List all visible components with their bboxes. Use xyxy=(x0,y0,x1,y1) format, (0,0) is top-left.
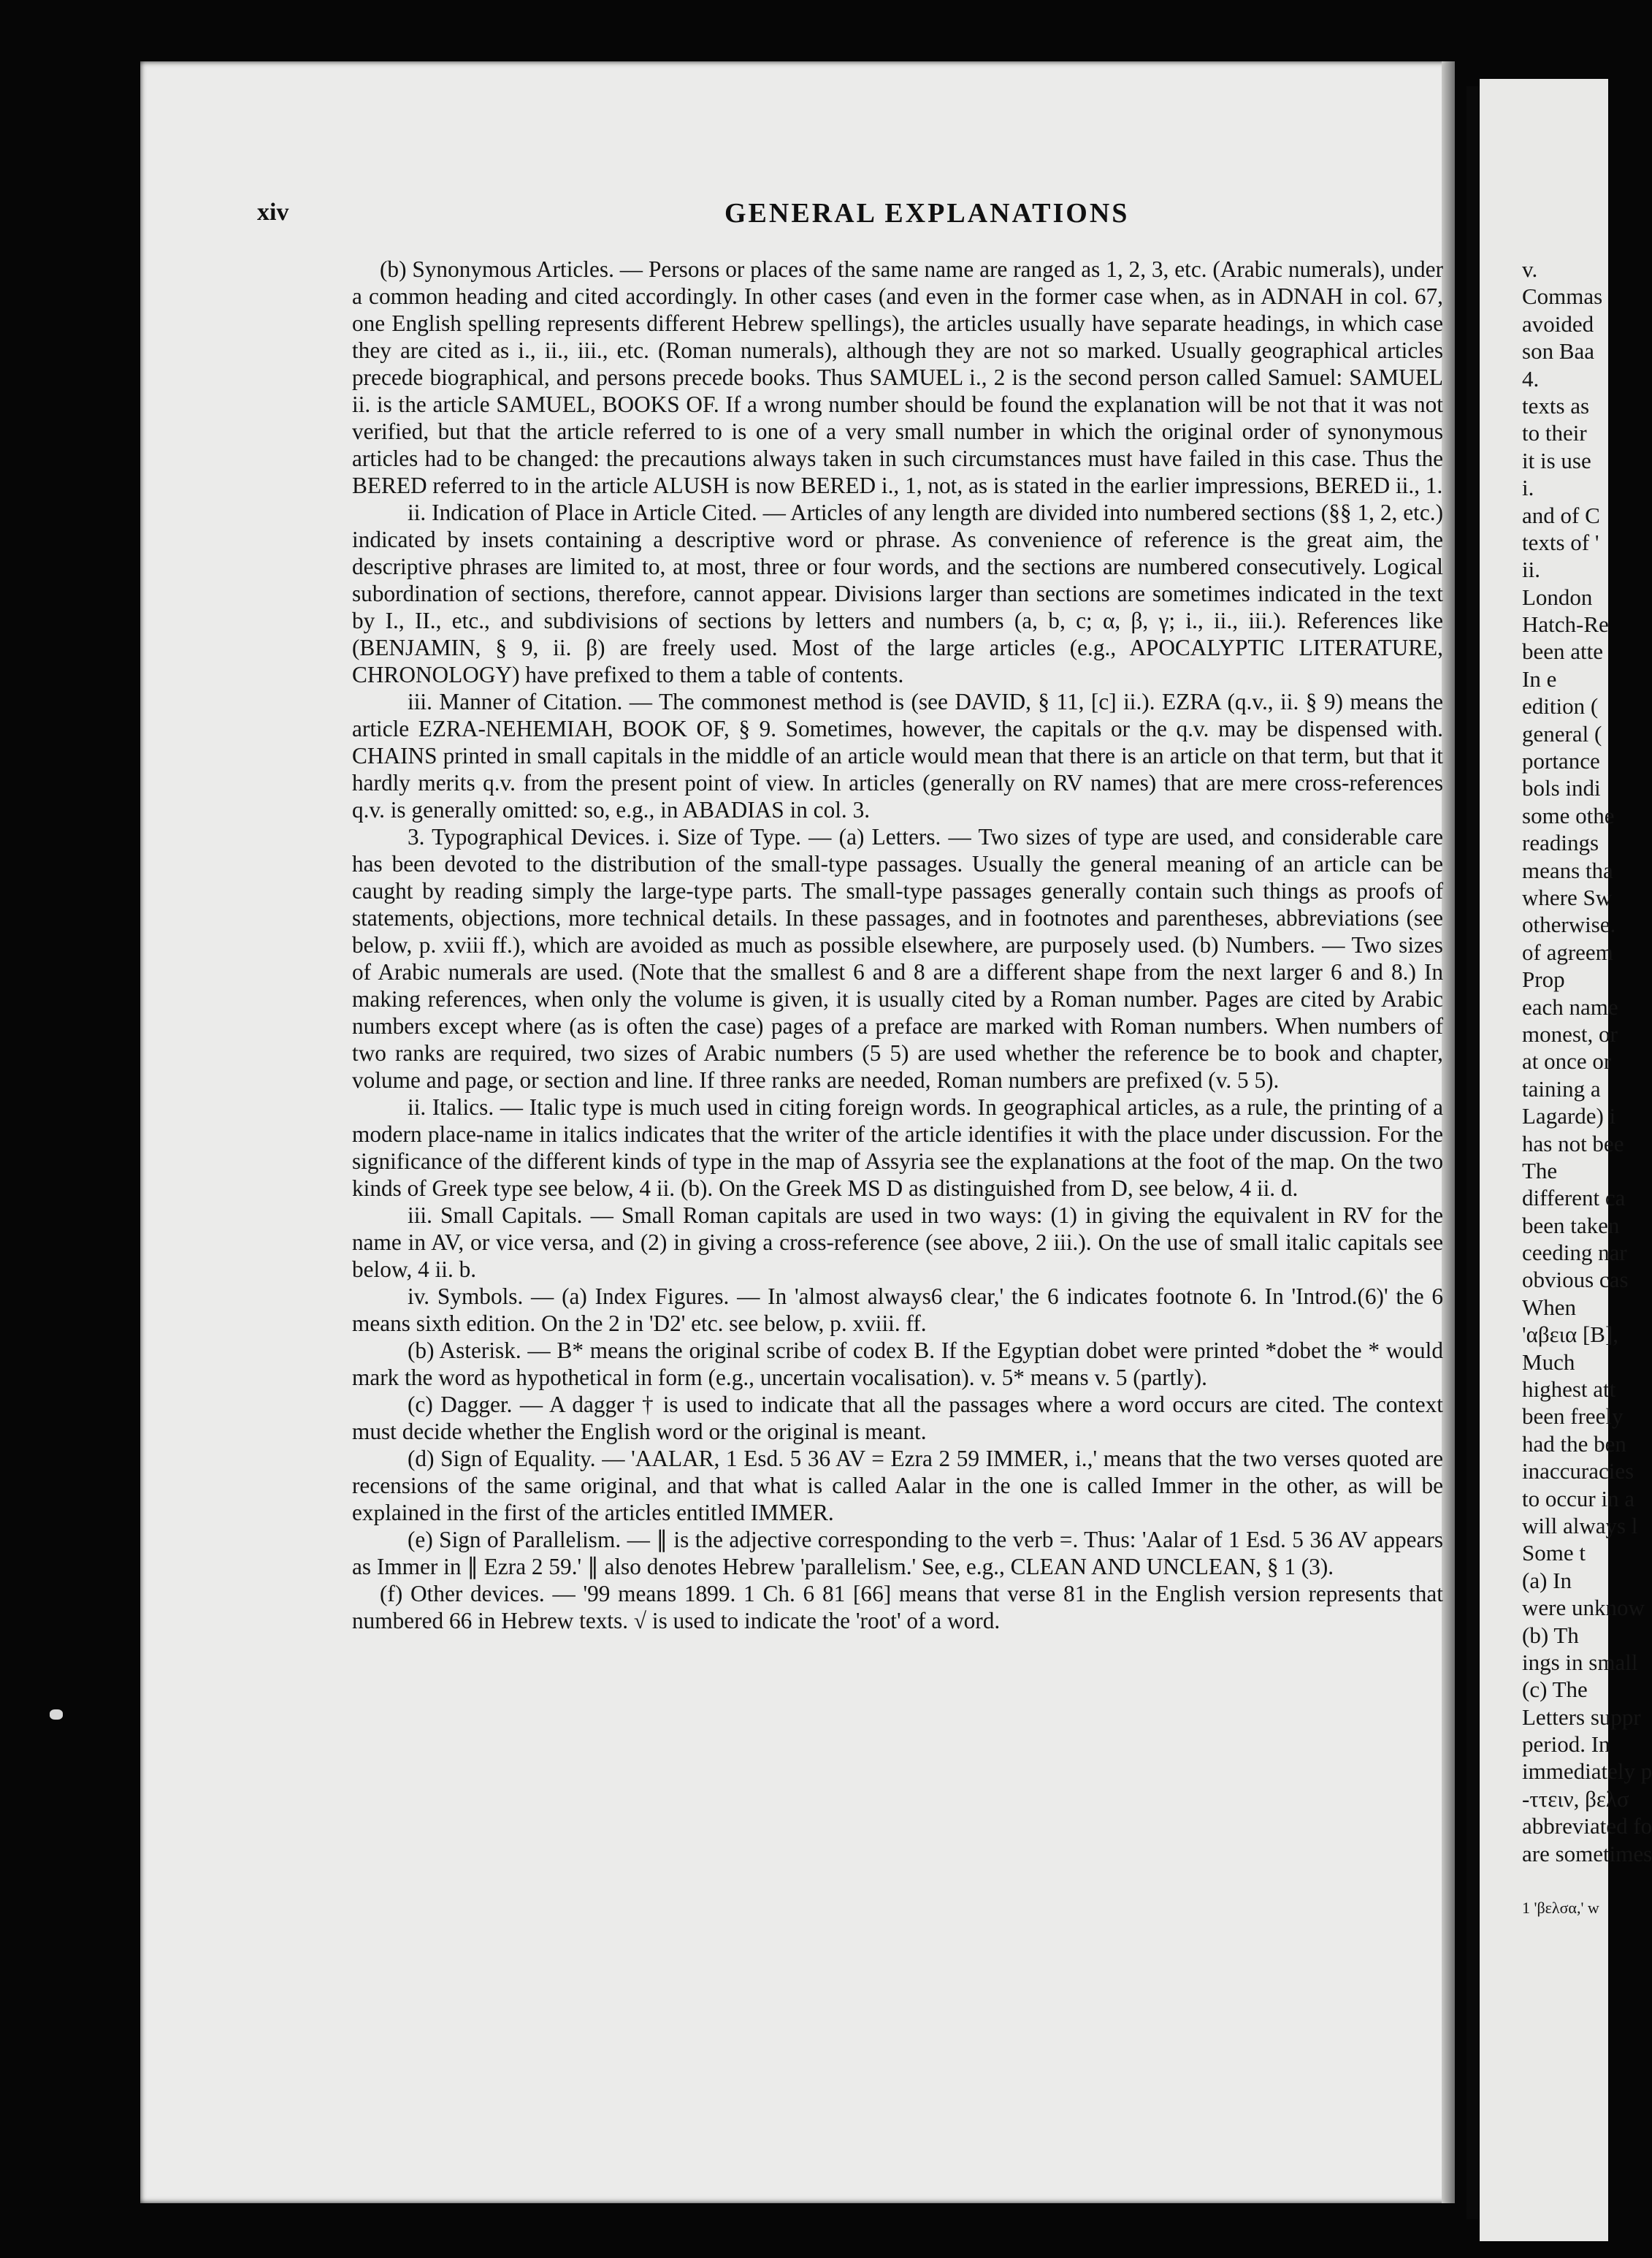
facing-page-line: Letters suppr xyxy=(1522,1704,1641,1730)
facing-page-line: has not bee xyxy=(1522,1130,1624,1156)
facing-page-line: taining a xyxy=(1522,1075,1601,1102)
facing-page-line: each name xyxy=(1522,993,1618,1020)
facing-page-line: are sometimes xyxy=(1522,1840,1652,1866)
facing-page-line: -ττειν, βελσ xyxy=(1522,1785,1629,1812)
facing-page-line: were unknow xyxy=(1522,1595,1645,1621)
facing-page-line: where Sw xyxy=(1522,884,1613,910)
facing-page-line: had the ben xyxy=(1522,1430,1626,1457)
facing-page-line: In e xyxy=(1522,665,1557,692)
facing-page-line: Some t xyxy=(1522,1540,1586,1566)
paragraph-sign-of-equality: (d) Sign of Equality. — 'AALAR, 1 Esd. 5 36 AV = Ezra 2 59 IMMER, i.,' means that the two verses quoted are recensions of the same original, and that what is called Aalar in the one is called Immer in the other, as will be explained in the first of the articles entitled IMMER. xyxy=(352,1446,1443,1525)
facing-page-line: readings xyxy=(1522,830,1599,856)
running-title: GENERAL EXPLANATIONS xyxy=(724,198,1130,229)
paragraph-italics: ii. Italics. — Italic type is much used in citing foreign words. In geographical articles, as a rule, the printing of a modern place-name in italics indicates that the writer of the article identifies it with the place under discussion. For the significance of the different kinds of type in the map of Assyria see the explanations at the foot of the map. On the two kinds of Greek type see below, 4 ii. (b). On the Greek MS D as distinguished from D, see below, 4 ii. d. xyxy=(352,1094,1443,1201)
facing-page-line: different ca xyxy=(1522,1185,1626,1211)
facing-page-line: ceeding nar xyxy=(1522,1240,1627,1266)
facing-page-line: been taken xyxy=(1522,1212,1620,1238)
facing-page-line: When xyxy=(1522,1294,1577,1320)
facing-page-line: 4. xyxy=(1522,365,1540,392)
paragraph-small-capitals: iii. Small Capitals. — Small Roman capitals are used in two ways: (1) in giving the equivalent in RV for the name in AV, or vice versa, and (2) in giving a cross-reference (see above, 2 iii.). On the use of small italic capitals see below, 4 ii. b. xyxy=(352,1202,1443,1282)
facing-page-line: (b) Th xyxy=(1522,1622,1579,1648)
gutter xyxy=(1466,86,1480,2219)
paragraph-sign-of-parallelism: (e) Sign of Parallelism. — ∥ is the adjective corresponding to the verb =. Thus: 'Aalar of 1 Esd. 5 36 AV appears as Immer in ∥ Ezra 2 59.' ∥ also denotes Hebrew 'parallelism.' See, e.g., CLEAN AND UNCLEAN, § 1 (3). xyxy=(352,1527,1443,1579)
facing-page-line: immediately p xyxy=(1522,1758,1652,1785)
facing-page-line: will always l xyxy=(1522,1512,1638,1538)
paragraph-manner-of-citation: iii. Manner of Citation. — The commonest method is (see DAVID, § 11, [c] ii.). EZRA (q.v., ii. § 9) means the article EZRA-NEHEMIAH, BOOK OF, § 9. Sometimes, however, the capitals or the q.v. may be dispensed with. CHAINS printed in small capitals in the middle of an article would mean that there is an article on that term, but that it hardly merits q.v. from the present point of view. In articles (generally on RV names) that are mere cross-references q.v. is generally omitted: so, e.g., in ABADIAS in col. 3. xyxy=(352,689,1443,823)
facing-page-line: to their xyxy=(1522,420,1587,446)
facing-page-line xyxy=(1522,1867,1608,1894)
paragraph-indication-of-place: ii. Indication of Place in Article Cited. — Articles of any length are divided into numbered sections (§§ 1, 2, etc.) indicated by insets containing a descriptive word or phrase. As convenience of reference is the great aim, the descriptive phrases are limited to, at most, three or four words, and the sections are numbered consecutively. Logical subordination of sections, therefore, cannot appear. Divisions larger than sections are sometimes indicated in the text by I., II., etc., and subdivisions of sections by letters and numbers (a, b, c; α, β, γ; i., ii., iii.). References like (BENJAMIN, § 9, ii. β) are freely used. Most of the large articles (e.g., APOCALYPTIC LITERATURE, CHRONOLOGY) have prefixed to them a table of contents. xyxy=(352,500,1443,687)
facing-page-line: monest, or xyxy=(1522,1021,1618,1047)
facing-page-line: (c) The xyxy=(1522,1677,1588,1703)
facing-page-line: (a) In xyxy=(1522,1567,1572,1593)
facing-page-line: Hatch-Re xyxy=(1522,611,1609,638)
page-number: xiv xyxy=(257,199,289,226)
dust-speck xyxy=(50,1709,63,1720)
facing-page-line: edition ( xyxy=(1522,693,1599,720)
paragraph-dagger: (c) Dagger. — A dagger † is used to indicate that all the passages where a word occurs are cited. The context must decide whether the English word or the original is meant. xyxy=(352,1392,1443,1444)
facing-page-line: inaccuracies xyxy=(1522,1458,1634,1484)
paragraph-other-devices: (f) Other devices. — '99 means 1899. 1 Ch. 6 81 [66] means that verse 81 in the English version represents that numbered 66 in Hebrew texts. √ is used to indicate the 'root' of a word. xyxy=(352,1581,1443,1633)
facing-page-line: 'αβεια [B], xyxy=(1522,1321,1619,1348)
facing-page-line: bols indi xyxy=(1522,775,1601,801)
facing-page-line: texts of ' xyxy=(1522,529,1599,555)
facing-page-column xyxy=(1522,256,1652,1922)
facing-page-line: abbreviated fo xyxy=(1522,1813,1652,1839)
facing-page-line: ii. xyxy=(1522,557,1540,583)
facing-page-line: Lagarde) i xyxy=(1522,1103,1616,1129)
facing-page-line: son Baa xyxy=(1522,338,1595,365)
facing-page-line: Commas xyxy=(1522,283,1603,310)
facing-page-line: means tha xyxy=(1522,857,1613,883)
paragraph-symbols: iv. Symbols. — (a) Index Figures. — In 'almost always6 clear,' the 6 indicates footnote 6. In 'Introd.(6)' the 6 means sixth edition. On the 2 in 'D2' etc. see below, p. xviii. ff. xyxy=(352,1284,1443,1336)
paragraph-typographical-devices: 3. Typographical Devices. i. Size of Type. — (a) Letters. — Two sizes of type are used, and considerable care has been devoted to the distribution of the small-type passages. Usually the general meaning of an article can be caught by reading simply the large-type parts. The small-type passages generally contain such things as proofs of statements, objections, more technical details. In these passages, and in footnotes and parentheses, abbreviations (see below, p. xviii ff.), which are avoided as much as possible elsewhere, are purposely used. (b) Numbers. — Two sizes of Arabic numerals are used. (Note that the smallest 6 and 8 are a different shape from the next larger 6 and 8.) In making references, when only the volume is given, it is usually cited by a Roman number. Pages are cited by Arabic numbers except where (as is often the case) pages of a preface are marked with Roman numbers. When numbers of two ranks are required, two sizes of Arabic numbers (5 5) are used whether the reference be to book and chapter, volume and page, or section and line. If three ranks are needed, Roman numbers are prefixed (v. 5 5). xyxy=(352,824,1443,1093)
facing-page-line: period. In xyxy=(1522,1731,1610,1758)
facing-page-line: it is use xyxy=(1522,447,1591,473)
facing-page-line: texts as xyxy=(1522,392,1590,419)
paragraph-asterisk: (b) Asterisk. — B* means the original scribe of codex B. If the Egyptian dobet were printed *dobet the * would mark the word as hypothetical in form (e.g., uncertain vocalisation). v. 5* means v. 5 (partly). xyxy=(352,1338,1443,1390)
facing-page-line: and of C xyxy=(1522,502,1600,528)
facing-page-line: some othe xyxy=(1522,802,1615,828)
facing-page-line: highest att xyxy=(1522,1376,1616,1403)
facing-page-line: portance xyxy=(1522,748,1600,774)
facing-page-line: been freely xyxy=(1522,1403,1624,1430)
facing-page-line: to occur in a xyxy=(1522,1485,1635,1511)
page-edge-shadow xyxy=(1442,61,1455,2203)
facing-page-line: ings in small xyxy=(1522,1649,1638,1675)
facing-page-line: Prop xyxy=(1522,966,1565,993)
facing-page-line: been atte xyxy=(1522,638,1604,665)
facing-page-line: general ( xyxy=(1522,720,1602,747)
facing-page-line: 1 'βελσα,' w xyxy=(1522,1899,1599,1918)
facing-page-line: Much xyxy=(1522,1349,1575,1375)
facing-page-line: London xyxy=(1522,584,1593,610)
main-column xyxy=(352,256,1443,1634)
facing-page-line: v. xyxy=(1522,256,1538,282)
facing-page-line: otherwise. xyxy=(1522,912,1616,938)
paragraph-synonymous-articles: (b) Synonymous Articles. — Persons or places of the same name are ranged as 1, 2, 3, etc. (Arabic numerals), under a common heading and cited accordingly. In other cases (and even in the former case when, as in ADNAH in col. 67, one English spelling represents different Hebrew spellings), the articles usually have separate headings, in which case they are cited as i., ii., iii., etc. (Roman numerals), although they are not so marked. Usually geographical articles precede biographical, and persons precede books. Thus SAMUEL i., 2 is the second person called Samuel: SAMUEL ii. is the article SAMUEL, BOOKS OF. If a wrong number should be found the explanation will be not that it was not verified, but that the article referred to is one of a very small number in which the original order of synonymous articles had to be changed: the precautions always taken in such circumstances must have failed in this case. Thus the BERED referred to in the article ALUSH is now BERED i., 1, not, as is stated in the earlier impressions, BERED ii., 1. xyxy=(352,256,1443,498)
facing-page-line: obvious cas xyxy=(1522,1267,1629,1293)
facing-page-line: The xyxy=(1522,1157,1558,1183)
facing-page-line: avoided xyxy=(1522,310,1594,337)
facing-page-line: of agreem xyxy=(1522,939,1613,965)
facing-page-line: i. xyxy=(1522,475,1534,501)
facing-page-line: at once or xyxy=(1522,1048,1612,1075)
